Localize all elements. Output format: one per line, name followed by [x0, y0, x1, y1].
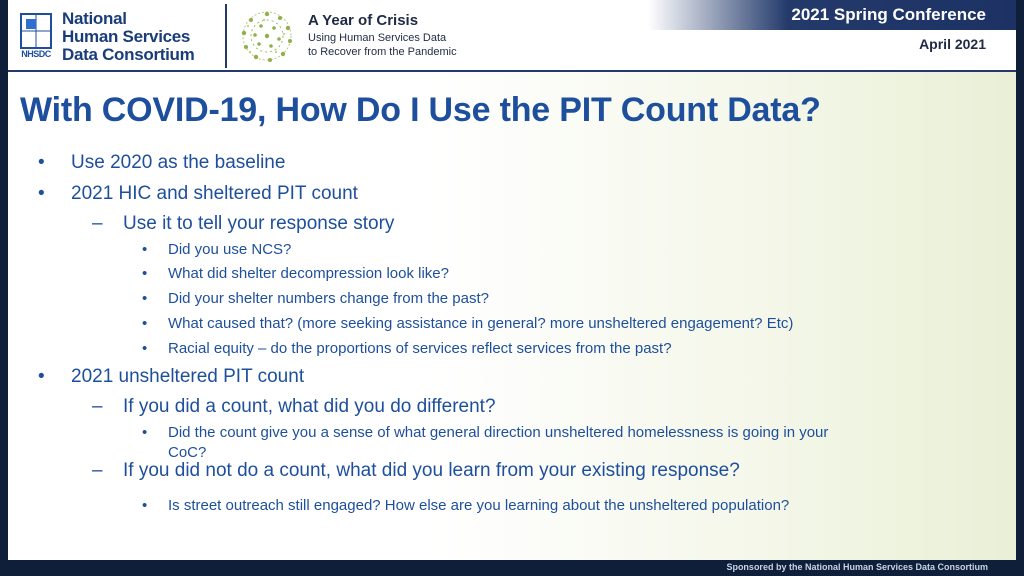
nhsdc-grid-icon [18, 11, 54, 63]
conference-band [648, 0, 1016, 30]
event-subtitle-2: to Recover from the Pandemic [308, 46, 457, 58]
bullet-marker: • [142, 290, 148, 307]
bullet-text: 2021 unsheltered PIT count [71, 366, 305, 387]
footer-sponsor-text: Sponsored by the National Human Services Data Consortium [726, 562, 988, 572]
bullet-text: What did shelter decompression look like? [168, 265, 449, 282]
bullet-marker: • [142, 424, 148, 441]
conference-title: 2021 Spring Conference [791, 5, 986, 24]
bullet-marker: • [142, 497, 148, 514]
bullet-text: Did you use NCS? [168, 241, 292, 258]
bullet-text: If you did a count, what did you do different? [123, 396, 496, 417]
event-title: A Year of Crisis [308, 12, 419, 29]
org-name [62, 10, 194, 64]
bullet-marker: • [38, 183, 45, 204]
footer-bar [0, 560, 1024, 576]
bullet-text: If you did not do a count, what did you learn from your existing response? [123, 460, 740, 481]
slide-header [8, 0, 1016, 72]
slide-title: With COVID-19, How Do I Use the PIT Count Data? [20, 91, 821, 129]
slide [8, 0, 1016, 560]
event-logo [236, 6, 486, 66]
dash-marker: – [92, 213, 103, 234]
bullet-text: Use it to tell your response story [123, 213, 395, 234]
bullet-text: Is street outreach still engaged? How else are you learning about the unsheltered population? [168, 497, 790, 514]
org-name-line-2: Human Services [62, 27, 191, 46]
header-divider [225, 4, 227, 68]
bullet-marker: • [38, 366, 45, 387]
network-globe-icon [236, 8, 298, 64]
bullet-text: Use 2020 as the baseline [71, 152, 286, 173]
dash-marker: – [92, 460, 103, 481]
bullet-marker: • [142, 241, 148, 258]
bullet-text-continuation: CoC? [168, 444, 207, 461]
conference-date: April 2021 [919, 36, 986, 52]
bullet-text: Did your shelter numbers change from the past? [168, 290, 489, 307]
bullet-marker: • [142, 340, 148, 357]
bullet-text: Racial equity – do the proportions of services reflect services from the past? [168, 340, 672, 357]
org-name-line-1: National [62, 9, 127, 28]
event-subtitle-1: Using Human Services Data [308, 32, 447, 44]
org-name-line-3: Data Consortium [62, 45, 195, 64]
dash-marker: – [92, 396, 103, 417]
bullet-text: Did the count give you a sense of what general direction unsheltered homelessness is going in your [168, 424, 829, 441]
bullet-marker: • [38, 152, 45, 173]
nhsdc-mark-text: NHSDC [21, 49, 51, 59]
bullet-marker: • [142, 265, 148, 282]
bullet-text: 2021 HIC and sheltered PIT count [71, 183, 358, 204]
nhsdc-logo [18, 8, 224, 66]
bullet-marker: • [142, 315, 148, 332]
bullet-text: What caused that? (more seeking assistance in general? more unsheltered engagement? Etc) [168, 315, 794, 332]
